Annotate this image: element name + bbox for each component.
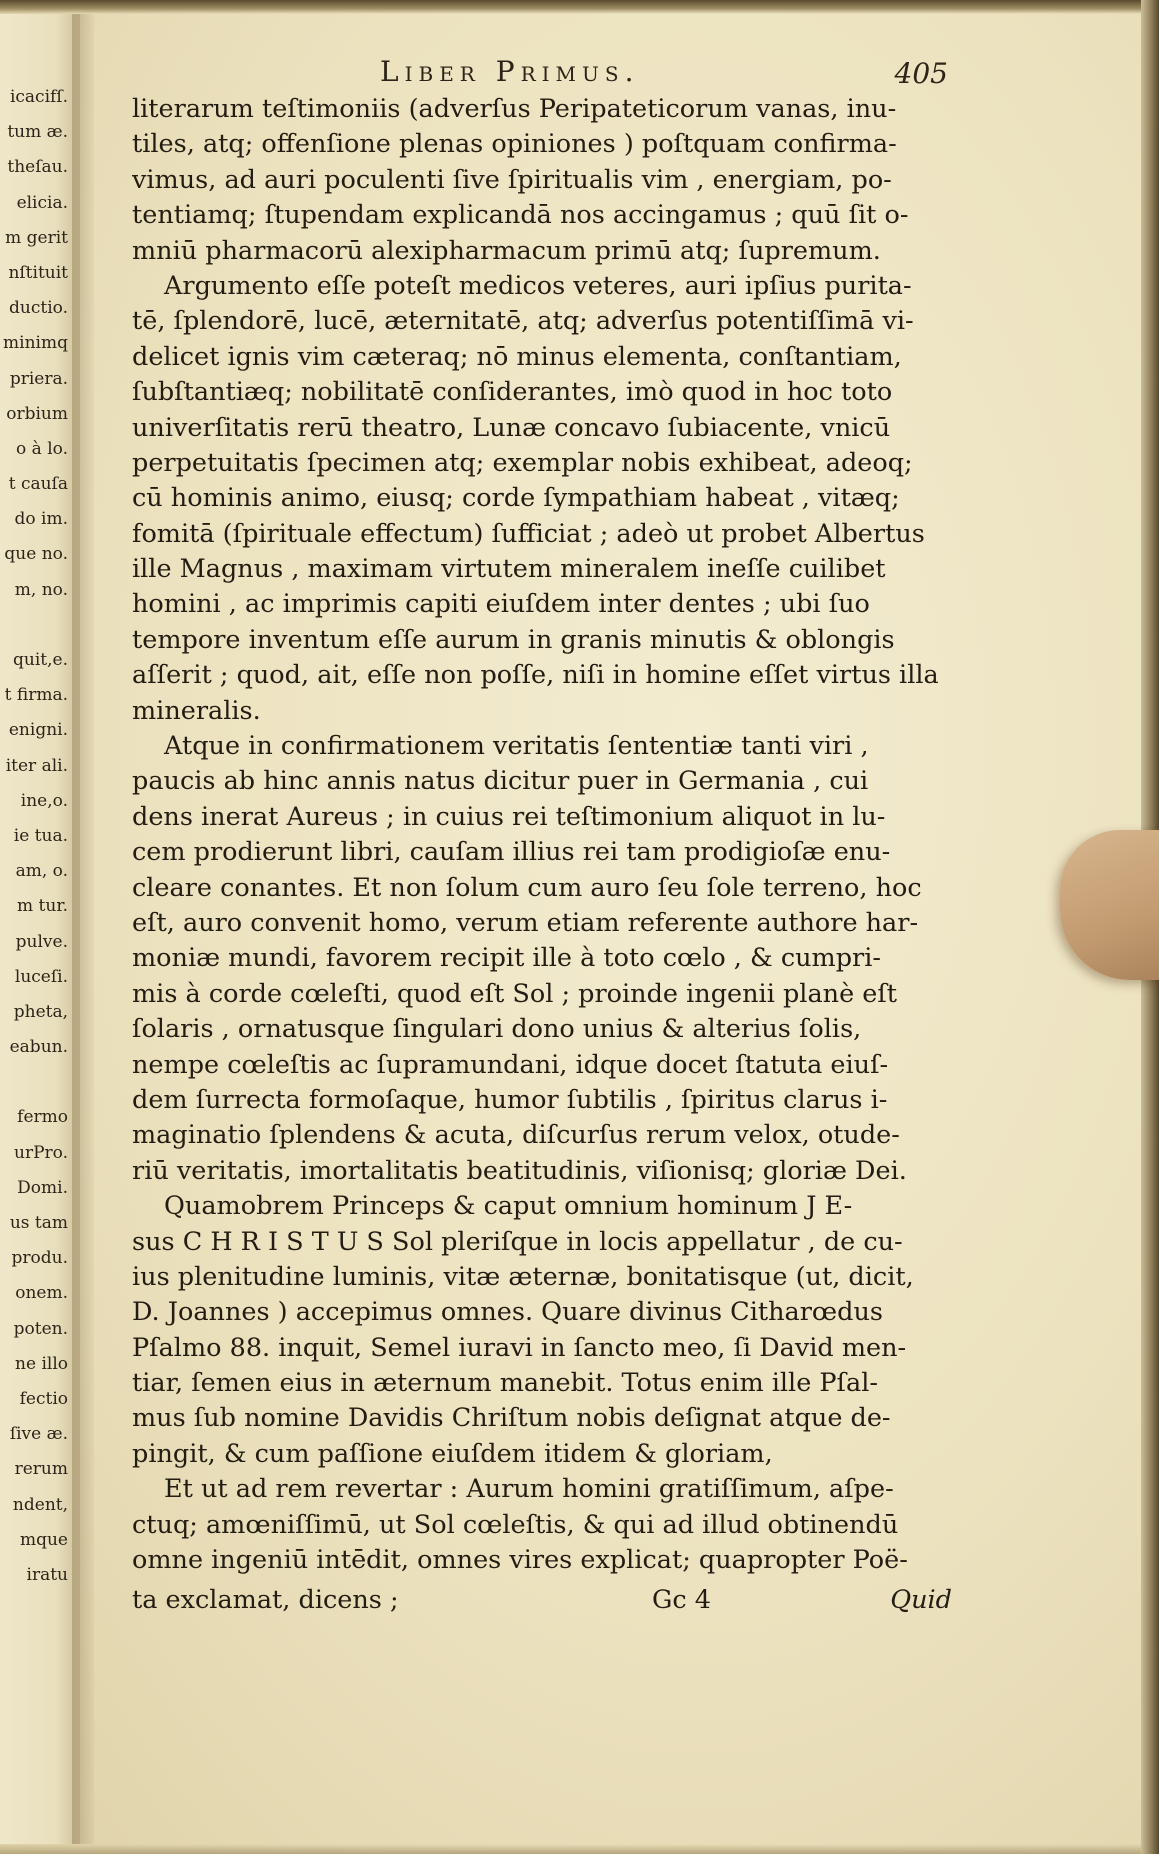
text-line: nempe cœleſtis ac ſupramundani, idque docet ſtatuta eiuſ-: [132, 1049, 889, 1080]
book-gutter: [72, 14, 94, 1844]
text-line: mis à corde cœleſti, quod eſt Sol ; proinde ingenii planè eſt: [132, 978, 898, 1009]
text-line: fomitā (ſpirituale effectum) ſufficiat ; adeò ut probet Albertus: [132, 518, 925, 549]
text-line: Quamobrem Princeps & caput omnium hominum J E-: [164, 1191, 853, 1222]
text-line: aſſerit ; quod, ait, eſſe non poſſe, niſi in homine eſſet virtus illa: [132, 660, 939, 691]
signature-mark: Gc 4: [652, 1585, 711, 1615]
margin-fragment: [0, 1065, 72, 1100]
margin-fragment: pheta,: [13, 1001, 68, 1022]
text-line: dens inerat Aureus ; in cuius rei teſtimonium aliquot in lu-: [132, 801, 886, 832]
text-line: riū veritatis, imortalitatis beatitudinis, viſionisq; gloriæ Dei.: [132, 1155, 907, 1186]
catchword: Quid: [890, 1585, 952, 1615]
text-line: cem prodierunt libri, cauſam illius rei tam prodigioſæ enu-: [132, 837, 891, 868]
text-line: dem ſurrecta formoſaque, humor ſubtilis , ſpiritus clarus i-: [132, 1084, 888, 1115]
text-line: ſubſtantiæq; nobilitatē conſiderantes, imò quod in hoc toto: [132, 377, 893, 408]
page-header: [380, 55, 1000, 95]
margin-fragment: iter ali.: [5, 755, 68, 776]
text-line: ſolaris , ornatusque ſingulari dono unius & alterius ſolis,: [132, 1014, 862, 1045]
margin-fragment: ie tua.: [13, 825, 68, 846]
margin-fragment: Domi.: [17, 1177, 68, 1198]
text-line: literarum teſtimoniis (adverſus Peripateticorum vanas, inu-: [132, 94, 897, 124]
text-line: maginatio ſplendens & acuta, diſcurſus rerum velox, otude-: [132, 1120, 900, 1151]
margin-fragment: pulve.: [15, 931, 68, 952]
text-line: delicet ignis vim cæteraq; nō minus elementa, conſtantiam,: [132, 341, 902, 372]
margin-fragment: priera.: [9, 368, 68, 389]
text-line: perpetuitatis ſpecimen atq; exemplar nobis exhibeat, adeoq;: [132, 447, 913, 478]
text-line: Argumento eſſe poteſt medicos veteres, auri ipſius purita-: [164, 270, 912, 301]
text-line: sus C H R I S T U S Sol pleriſque in locis appellatur , de cu-: [132, 1226, 903, 1257]
text-line: univerſitatis rerū theatro, Lunæ concavo ſubiacente, vnicū: [132, 412, 891, 443]
margin-fragment: theſau.: [7, 157, 68, 178]
margin-fragment: iratu: [26, 1564, 68, 1585]
text-line: Atque in confirmationem veritatis ſententiæ tanti viri ,: [164, 731, 869, 762]
paragraph: [132, 1472, 952, 1578]
margin-fragment: t firma.: [4, 685, 68, 706]
text-line: tiar, ſemen eius in æternum manebit. Totus enim ille Pſal-: [132, 1368, 878, 1399]
margin-fragment: luceſi.: [14, 966, 68, 987]
margin-fragment: que no.: [4, 544, 68, 565]
text-line: omne ingeniū intēdit, omnes vires explicat; quapropter Poë-: [132, 1545, 908, 1576]
text-line: tempore inventum eſſe aurum in granis minutis & oblongis: [132, 624, 895, 655]
page-number: 405: [894, 57, 948, 90]
text-line: moniæ mundi, favorem recipit ille à toto cœlo , & cumpri-: [132, 943, 881, 974]
margin-fragment: produ.: [11, 1248, 68, 1269]
margin-fragment: fectio: [19, 1388, 68, 1409]
text-line: ctuq; amœniſſimū, ut Sol cœleſtis, & qui ad illud obtinendū: [132, 1509, 899, 1540]
margin-fragment: urPro.: [14, 1142, 68, 1163]
margin-fragment: elicia.: [16, 192, 68, 213]
margin-fragment: mque: [19, 1529, 68, 1550]
margin-fragment: m gerit: [5, 227, 68, 248]
running-head: Liber Primus.: [380, 55, 640, 88]
margin-fragment: ine,o.: [20, 790, 68, 811]
margin-fragment: [0, 608, 72, 643]
text-line: ille Magnus , maximam virtutem mineralem ineſſe cuilibet: [132, 554, 886, 585]
margin-fragment: ſive æ.: [9, 1424, 68, 1445]
main-text-block: [132, 92, 952, 1578]
margin-fragment: ne illo: [15, 1353, 68, 1374]
margin-fragment: icacifſ.: [9, 87, 68, 107]
text-line: paucis ab hinc annis natus dicitur puer in Germania , cui: [132, 766, 869, 797]
paragraph: [132, 269, 952, 729]
margin-fragment: orbium: [6, 403, 68, 424]
margin-fragment: tum æ.: [7, 122, 68, 143]
margin-fragment: am, o.: [15, 861, 68, 882]
text-line: Et ut ad rem revertar : Aurum homini gratiſſimum, aſpe-: [164, 1474, 894, 1505]
footer-last-line: ta exclamat, dicens ;: [132, 1585, 399, 1615]
text-line: tiles, atq; offenſione plenas opiniones ) poſtquam confirma-: [132, 129, 897, 160]
text-line: mineralis.: [132, 695, 261, 726]
text-line: homini , ac imprimis capiti eiuſdem inter dentes ; ubi ſuo: [132, 589, 870, 620]
margin-fragment: minimq: [3, 333, 68, 354]
margin-fragment: m tur.: [17, 896, 68, 917]
text-line: tē, ſplendorē, lucē, æternitatē, atq; adverſus potentiſſimā vi-: [132, 306, 914, 337]
text-line: Pſalmo 88. inquit, Semel iuravi in ſancto meo, ſi David men-: [132, 1332, 907, 1363]
text-line: pingit, & cum paſſione eiuſdem itidem & gloriam,: [132, 1438, 773, 1469]
text-line: tentiamq; ſtupendam explicandā nos accingamus ; quū ſit o-: [132, 200, 909, 231]
paragraph: [132, 92, 952, 269]
page-footer: [132, 1585, 952, 1621]
paragraph: [132, 1189, 952, 1472]
text-line: cleare conantes. Et non ſolum cum auro ſeu ſole terreno, hoc: [132, 872, 922, 903]
margin-fragment: ductio.: [9, 298, 68, 319]
bottom-page-edge: [0, 1844, 1159, 1854]
margin-fragment: us tam: [9, 1213, 68, 1233]
text-line: vimus, ad auri poculenti ſive ſpiritualis vim , energiam, po-: [132, 164, 892, 195]
top-page-edge: [0, 0, 1159, 14]
facing-page-margin-text: [0, 80, 72, 1593]
text-line: D. Joannes ) accepimus omnes. Quare divinus Citharœdus: [132, 1297, 883, 1328]
text-line: cū hominis animo, eiusq; corde ſympathiam habeat , vitæq;: [132, 483, 900, 514]
margin-fragment: fermo: [17, 1107, 68, 1128]
margin-fragment: o à lo.: [16, 438, 68, 459]
text-line: mniū pharmacorū alexipharmacum primū atq; ſupremum.: [132, 235, 881, 266]
text-line: ius plenitudine luminis, vitæ æternæ, bonitatisque (ut, dicit,: [132, 1261, 914, 1292]
margin-fragment: eabun.: [9, 1037, 68, 1058]
margin-fragment: enigni.: [8, 720, 68, 741]
margin-fragment: rerum: [14, 1459, 68, 1480]
text-line: mus ſub nomine Davidis Chriſtum nobis deſignat atque de-: [132, 1403, 891, 1434]
margin-fragment: m, no.: [14, 579, 68, 600]
paragraph: [132, 729, 952, 1189]
margin-fragment: do im.: [14, 509, 68, 530]
margin-fragment: quit,e.: [13, 650, 68, 670]
text-line: eſt, auro convenit homo, verum etiam referente authore har-: [132, 907, 919, 938]
margin-fragment: ndent,: [12, 1494, 68, 1515]
margin-fragment: t cauſa: [8, 474, 68, 495]
margin-fragment: onem.: [15, 1283, 68, 1304]
margin-fragment: nſtituit: [8, 262, 68, 283]
margin-fragment: poten.: [13, 1318, 68, 1339]
